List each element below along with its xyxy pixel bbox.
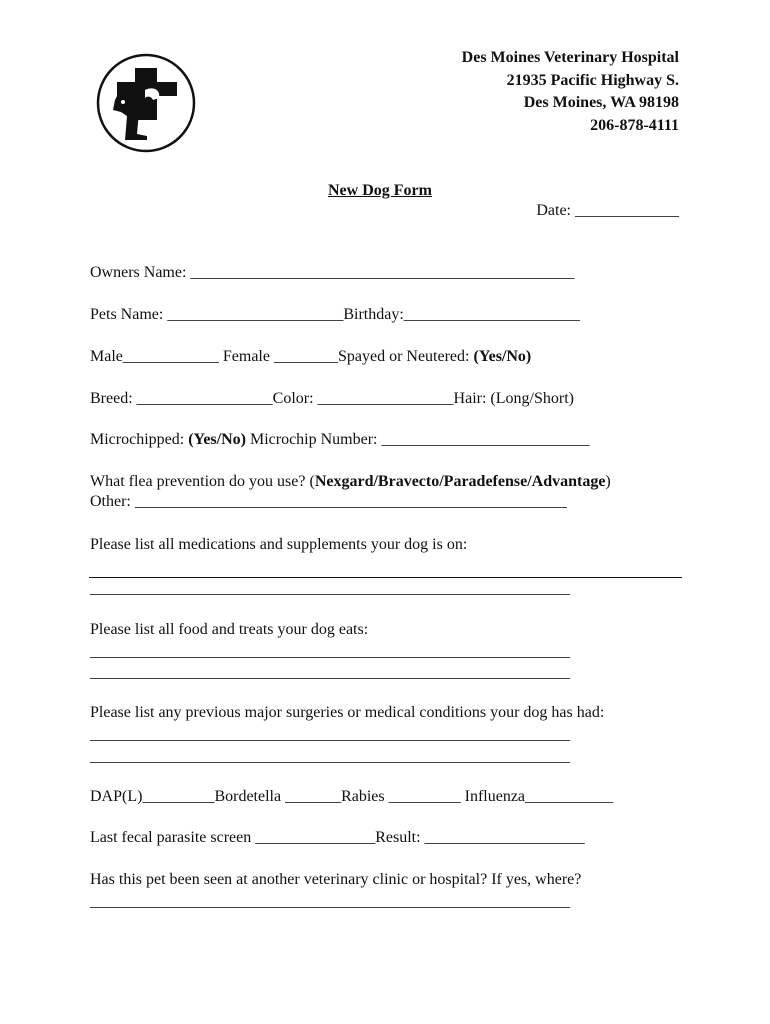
sex-spay-field xyxy=(90,348,531,366)
flea-prevention-label: What flea prevention do you use? ( xyxy=(90,473,315,490)
other-clinic-prompt: Has this pet been seen at another veterinary clinic or hospital? If yes, where? xyxy=(90,871,582,888)
microchip-number-label: Microchip Number: __________________________ xyxy=(245,431,590,448)
date-field: Date: _____________ xyxy=(536,202,679,219)
microchip-label: Microchipped: xyxy=(90,431,189,448)
medications-prompt: Please list all medications and supplements your dog is on: xyxy=(90,536,468,553)
breed-color-hair-field: Breed: _________________Color: _________________Hair: (Long/Short) xyxy=(90,390,574,407)
spay-options: (Yes/No) xyxy=(473,348,532,365)
hospital-address-line1: 21935 Pacific Highway S. xyxy=(506,71,679,89)
flea-prevention-close: ) xyxy=(605,473,611,490)
surgeries-line-2: ____________________________________________________________ xyxy=(90,748,570,765)
flea-other-field: Other: ______________________________________________________ xyxy=(90,493,567,510)
hospital-header xyxy=(462,47,679,137)
hospital-name: Des Moines Veterinary Hospital xyxy=(461,49,679,66)
fecal-screen-field: Last fecal parasite screen _______________Result: ____________________ xyxy=(90,829,585,846)
flea-prevention-options: Nexgard/Bravecto/Paradefense/Advantage xyxy=(314,473,606,490)
food-line-1: ____________________________________________________________ xyxy=(90,643,570,660)
microchip-options: (Yes/No) xyxy=(188,431,246,448)
surgeries-line-1: ____________________________________________________________ xyxy=(90,726,570,743)
food-prompt: Please list all food and treats your dog eats: xyxy=(90,621,369,638)
owners-name-field: Owners Name: ________________________________________________ xyxy=(90,264,575,281)
pets-name-birthday-field: Pets Name: ______________________Birthday:______________________ xyxy=(90,306,580,323)
other-clinic-line: ____________________________________________________________ xyxy=(90,893,570,910)
surgeries-prompt: Please list any previous major surgeries or medical conditions your dog has had: xyxy=(90,704,605,721)
medications-rule xyxy=(89,577,682,578)
sex-spay-label: Male____________ Female ________Spayed or Neutered: xyxy=(90,348,474,365)
hospital-phone: 206-878-4111 xyxy=(590,116,679,134)
form-title: New Dog Form xyxy=(328,182,432,199)
hospital-address-line2: Des Moines, WA 98198 xyxy=(523,94,679,111)
vaccines-field: DAP(L)_________Bordetella _______Rabies _________ Influenza___________ xyxy=(90,788,614,805)
microchip-field xyxy=(90,431,590,449)
hospital-logo xyxy=(95,52,197,154)
flea-prevention-question xyxy=(90,473,611,491)
food-line-2: ____________________________________________________________ xyxy=(90,664,570,681)
medications-line-2: ____________________________________________________________ xyxy=(90,580,570,597)
